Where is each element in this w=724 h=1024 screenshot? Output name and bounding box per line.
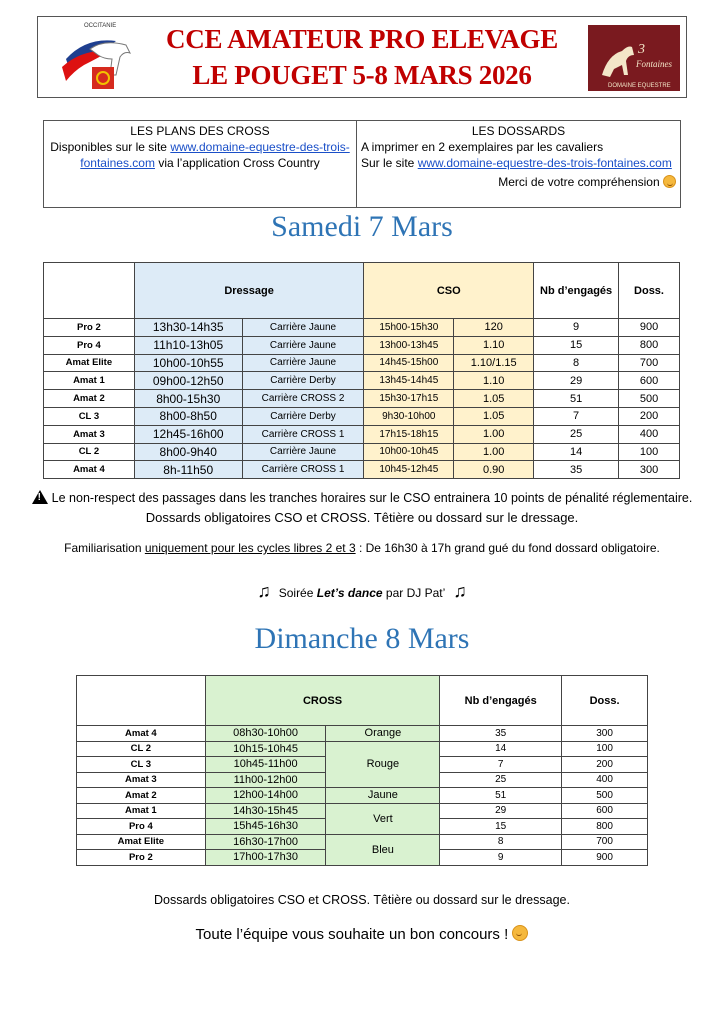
footer-wish (0, 925, 724, 943)
dossards-line2 (361, 155, 676, 171)
occitanie-label: OCCITANIE (84, 23, 117, 29)
engages-cell: 15 (534, 336, 619, 354)
doss-cell: 600 (619, 372, 680, 390)
dressage-place-cell: Carrière Jaune (242, 336, 364, 354)
trois-fontaines-logo (588, 25, 680, 91)
sun-header-doss: Doss. (562, 676, 648, 726)
cso-height-cell: 1.10 (454, 372, 534, 390)
category-cell: Amat 1 (77, 803, 206, 819)
famil-suffix: : De 16h30 à 17h grand gué du fond dossard obligatoire. (355, 541, 660, 555)
cso-time-cell: 9h30-10h00 (364, 407, 454, 425)
doss-cell: 400 (562, 772, 648, 788)
sun-table-row (77, 834, 648, 850)
sun-header-cross: CROSS (205, 676, 440, 726)
cso-height-cell: 120 (454, 319, 534, 337)
plans-heading: LES PLANS DES CROSS (130, 124, 270, 138)
dressage-place-cell: Carrière CROSS 1 (242, 461, 364, 479)
dossards-cell (357, 121, 681, 208)
doss-cell: 700 (562, 834, 648, 850)
engages-cell: 8 (440, 834, 562, 850)
engages-cell: 14 (440, 741, 562, 757)
dressage-time-cell: 12h45-16h00 (134, 425, 242, 443)
cross-time-cell: 16h30-17h00 (205, 834, 326, 850)
category-cell: Amat Elite (77, 834, 206, 850)
engages-cell: 15 (440, 819, 562, 835)
occitanie-logo (46, 19, 138, 95)
dossards-line1: A imprimer en 2 exemplaires par les cavaliers (361, 140, 604, 154)
doss-cell: 900 (619, 319, 680, 337)
engages-cell: 29 (440, 803, 562, 819)
doss-cell: 300 (619, 461, 680, 479)
cso-time-cell: 13h00-13h45 (364, 336, 454, 354)
engages-cell: 51 (534, 390, 619, 408)
wink-smiley-icon (512, 925, 528, 941)
doss-cell: 700 (619, 354, 680, 372)
engages-cell: 25 (440, 772, 562, 788)
event-title-line2: LE POUGET 5-8 MARS 2026 (192, 60, 532, 90)
cross-course-cell: Vert (326, 803, 440, 834)
plans-line1: Disponibles sur le site (50, 140, 171, 154)
familiarisation-note (0, 541, 724, 555)
sunday-title: Dimanche 8 Mars (254, 622, 470, 655)
saturday-title: Samedi 7 Mars (271, 210, 453, 243)
plans-link[interactable]: www.domaine-equestre-des-trois-fontaines.com (80, 140, 350, 170)
sunday-table (76, 675, 648, 866)
footer-dossards-note: Dossards obligatoires CSO et CROSS. Têtière ou dossard sur le dressage. (154, 893, 570, 907)
cso-time-cell: 13h45-14h45 (364, 372, 454, 390)
engages-cell: 14 (534, 443, 619, 461)
sat-header-category (44, 263, 135, 319)
sat-table-row (44, 425, 680, 443)
sat-header-cso: CSO (364, 263, 534, 319)
category-cell: CL 3 (44, 407, 135, 425)
event-title (138, 21, 586, 93)
category-cell: Amat Elite (44, 354, 135, 372)
doss-cell: 100 (562, 741, 648, 757)
dressage-place-cell: Carrière CROSS 2 (242, 390, 364, 408)
sat-table-row (44, 461, 680, 479)
category-cell: Amat 2 (44, 390, 135, 408)
category-cell: Pro 2 (77, 850, 206, 866)
cso-time-cell: 10h00-10h45 (364, 443, 454, 461)
cross-time-cell: 10h15-10h45 (205, 741, 326, 757)
doss-cell: 200 (562, 757, 648, 773)
dressage-time-cell: 8h-11h50 (134, 461, 242, 479)
sat-table-row (44, 336, 680, 354)
category-cell: Amat 1 (44, 372, 135, 390)
cross-time-cell: 14h30-15h45 (205, 803, 326, 819)
cso-height-cell: 1.00 (454, 425, 534, 443)
cso-height-cell: 1.05 (454, 407, 534, 425)
sun-header-engages: Nb d’engagés (440, 676, 562, 726)
doss-cell: 500 (619, 390, 680, 408)
category-cell: CL 2 (44, 443, 135, 461)
cross-time-cell: 10h45-11h00 (205, 757, 326, 773)
trois-fontaines-label: DOMAINE EQUESTRE (608, 83, 671, 89)
plans-text (48, 139, 352, 171)
cso-time-cell: 15h30-17h15 (364, 390, 454, 408)
engages-cell: 9 (440, 850, 562, 866)
cross-time-cell: 12h00-14h00 (205, 788, 326, 804)
category-cell: Amat 4 (44, 461, 135, 479)
dressage-place-cell: Carrière Derby (242, 407, 364, 425)
sat-table-row (44, 354, 680, 372)
dressage-place-cell: Carrière Jaune (242, 319, 364, 337)
cross-time-cell: 08h30-10h00 (205, 726, 326, 742)
cross-course-cell: Orange (326, 726, 440, 742)
music-note-icon: ♫ (453, 581, 467, 601)
cross-time-cell: 15h45-16h30 (205, 819, 326, 835)
warning-note (0, 490, 724, 505)
cross-course-cell: Bleu (326, 834, 440, 865)
sun-table-row (77, 726, 648, 742)
doss-cell: 200 (619, 407, 680, 425)
dossards-note: Dossards obligatoires CSO et CROSS. Têtière ou dossard sur le dressage. (145, 510, 579, 525)
sun-header-category (77, 676, 206, 726)
dressage-place-cell: Carrière Derby (242, 372, 364, 390)
wink-smiley-icon (663, 175, 676, 188)
doss-cell: 900 (562, 850, 648, 866)
famil-prefix: Familiarisation (64, 541, 145, 555)
category-cell: Pro 2 (44, 319, 135, 337)
dressage-time-cell: 13h30-14h35 (134, 319, 242, 337)
cross-time-cell: 11h00-12h00 (205, 772, 326, 788)
dossards-link[interactable]: www.domaine-equestre-des-trois-fontaines.com (417, 156, 672, 170)
dressage-place-cell: Carrière Jaune (242, 443, 364, 461)
category-cell: Pro 4 (77, 819, 206, 835)
saturday-table (43, 262, 680, 479)
sat-header-engages: Nb d’engagés (534, 263, 619, 319)
engages-cell: 35 (534, 461, 619, 479)
cso-height-cell: 0.90 (454, 461, 534, 479)
dressage-time-cell: 8h00-15h30 (134, 390, 242, 408)
dressage-time-cell: 11h10-13h05 (134, 336, 242, 354)
cso-height-cell: 1.10/1.15 (454, 354, 534, 372)
dressage-place-cell: Carrière Jaune (242, 354, 364, 372)
sat-table-row (44, 390, 680, 408)
famil-underline: uniquement pour les cycles libres 2 et 3 (144, 541, 356, 555)
engages-cell: 29 (534, 372, 619, 390)
cso-time-cell: 15h00-15h30 (364, 319, 454, 337)
doss-cell: 800 (619, 336, 680, 354)
category-cell: Amat 2 (77, 788, 206, 804)
sat-table-row (44, 407, 680, 425)
engages-cell: 7 (440, 757, 562, 773)
soiree-prefix: Soirée (278, 586, 317, 600)
soiree-suffix: par DJ Pat’ (382, 586, 446, 600)
dressage-time-cell: 8h00-9h40 (134, 443, 242, 461)
engages-cell: 7 (534, 407, 619, 425)
info-table (43, 120, 681, 208)
cso-height-cell: 1.00 (454, 443, 534, 461)
soiree-bold: Let’s dance (316, 586, 383, 600)
doss-cell: 300 (562, 726, 648, 742)
sat-table-row (44, 443, 680, 461)
plans-cell (44, 121, 357, 208)
dressage-time-cell: 8h00-8h50 (134, 407, 242, 425)
dressage-time-cell: 10h00-10h55 (134, 354, 242, 372)
cso-height-cell: 1.05 (454, 390, 534, 408)
header (37, 16, 687, 98)
warning-text: Le non-respect des passages dans les tranches horaires sur le CSO entrainera 10 points de pénalité réglementaire. (51, 491, 693, 505)
engages-cell: 8 (534, 354, 619, 372)
svg-text:Fontaines: Fontaines (636, 59, 672, 69)
category-cell: Amat 3 (77, 772, 206, 788)
doss-cell: 800 (562, 819, 648, 835)
sat-table-row (44, 319, 680, 337)
sat-header-doss: Doss. (619, 263, 680, 319)
engages-cell: 51 (440, 788, 562, 804)
doss-cell: 400 (619, 425, 680, 443)
cross-course-cell: Rouge (326, 741, 440, 788)
sun-table-row (77, 803, 648, 819)
engages-cell: 9 (534, 319, 619, 337)
merci-line (361, 173, 676, 191)
cso-height-cell: 1.10 (454, 336, 534, 354)
footer-wish-text: Toute l’équipe vous souhaite un bon concours ! (195, 926, 509, 943)
merci-text: Merci de votre compréhension (498, 175, 660, 189)
category-cell: Amat 4 (77, 726, 206, 742)
sun-table-row (77, 741, 648, 757)
engages-cell: 25 (534, 425, 619, 443)
svg-text:3: 3 (638, 42, 645, 57)
warning-icon (32, 490, 48, 504)
engages-cell: 35 (440, 726, 562, 742)
category-cell: CL 3 (77, 757, 206, 773)
sat-table-row (44, 372, 680, 390)
cso-time-cell: 17h15-18h15 (364, 425, 454, 443)
plans-line2: via l’application Cross Country (154, 156, 320, 170)
doss-cell: 600 (562, 803, 648, 819)
doss-cell: 500 (562, 788, 648, 804)
dossards-site-label: Sur le site (361, 156, 418, 170)
cross-course-cell: Jaune (326, 788, 440, 804)
sun-table-row (77, 788, 648, 804)
music-note-icon: ♫ (257, 581, 271, 601)
dossards-heading: LES DOSSARDS (471, 124, 566, 138)
cso-time-cell: 14h45-15h00 (364, 354, 454, 372)
cross-time-cell: 17h00-17h30 (205, 850, 326, 866)
dressage-place-cell: Carrière CROSS 1 (242, 425, 364, 443)
category-cell: CL 2 (77, 741, 206, 757)
cso-time-cell: 10h45-12h45 (364, 461, 454, 479)
doss-cell: 100 (619, 443, 680, 461)
sat-header-dressage: Dressage (134, 263, 364, 319)
category-cell: Amat 3 (44, 425, 135, 443)
category-cell: Pro 4 (44, 336, 135, 354)
dressage-time-cell: 09h00-12h50 (134, 372, 242, 390)
event-title-line1: CCE AMATEUR PRO ELEVAGE (166, 24, 558, 54)
soiree-note (0, 581, 724, 602)
